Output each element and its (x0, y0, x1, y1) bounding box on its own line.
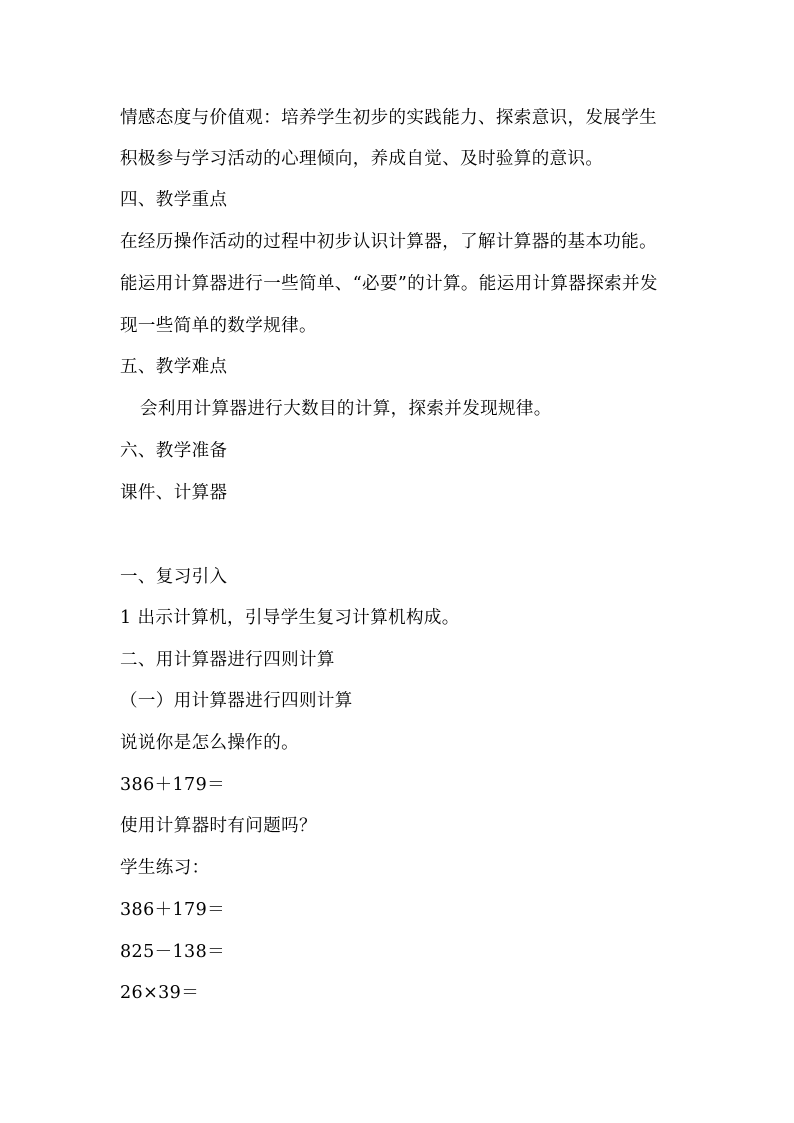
prompt-how-operate: 说说你是怎么操作的。 (120, 733, 299, 753)
equation-addition-example: 386＋179＝ (120, 775, 226, 795)
key-points-line-2: 能运用计算器进行一些简单、“必要”的计算。能运用计算器探索并发 (120, 274, 658, 294)
key-points-line-3: 现一些简单的数学规律。 (120, 316, 317, 336)
subheading-four-operations: （一）用计算器进行四则计算 (120, 691, 353, 711)
practice-multiplication: 26×39＝ (120, 983, 200, 1003)
objective-emotion-line-1: 情感态度与价值观：培养学生初步的实践能力、探索意识，发展学生 (120, 108, 657, 128)
review-step-1: 1 出示计算机，引导学生复习计算机构成。 (120, 608, 460, 628)
objective-emotion-line-2: 积极参与学习活动的心理倾向，养成自觉、及时验算的意识。 (120, 149, 604, 169)
label-student-practice: 学生练习： (120, 858, 210, 878)
question-problems: 使用计算器时有问题吗？ (120, 816, 317, 836)
practice-subtraction: 825－138＝ (120, 942, 226, 962)
preparation-text: 课件、计算器 (120, 483, 228, 503)
difficulties-text: 会利用计算器进行大数目的计算，探索并发现规律。 (140, 399, 552, 419)
heading-difficulties: 五、教学难点 (120, 357, 228, 377)
heading-four-operations: 二、用计算器进行四则计算 (120, 650, 335, 670)
heading-review-intro: 一、复习引入 (120, 567, 228, 587)
practice-addition: 386＋179＝ (120, 900, 226, 920)
heading-key-points: 四、教学重点 (120, 190, 228, 210)
heading-preparation: 六、教学准备 (120, 441, 228, 461)
key-points-line-1: 在经历操作活动的过程中初步认识计算器，了解计算器的基本功能。 (120, 232, 657, 252)
